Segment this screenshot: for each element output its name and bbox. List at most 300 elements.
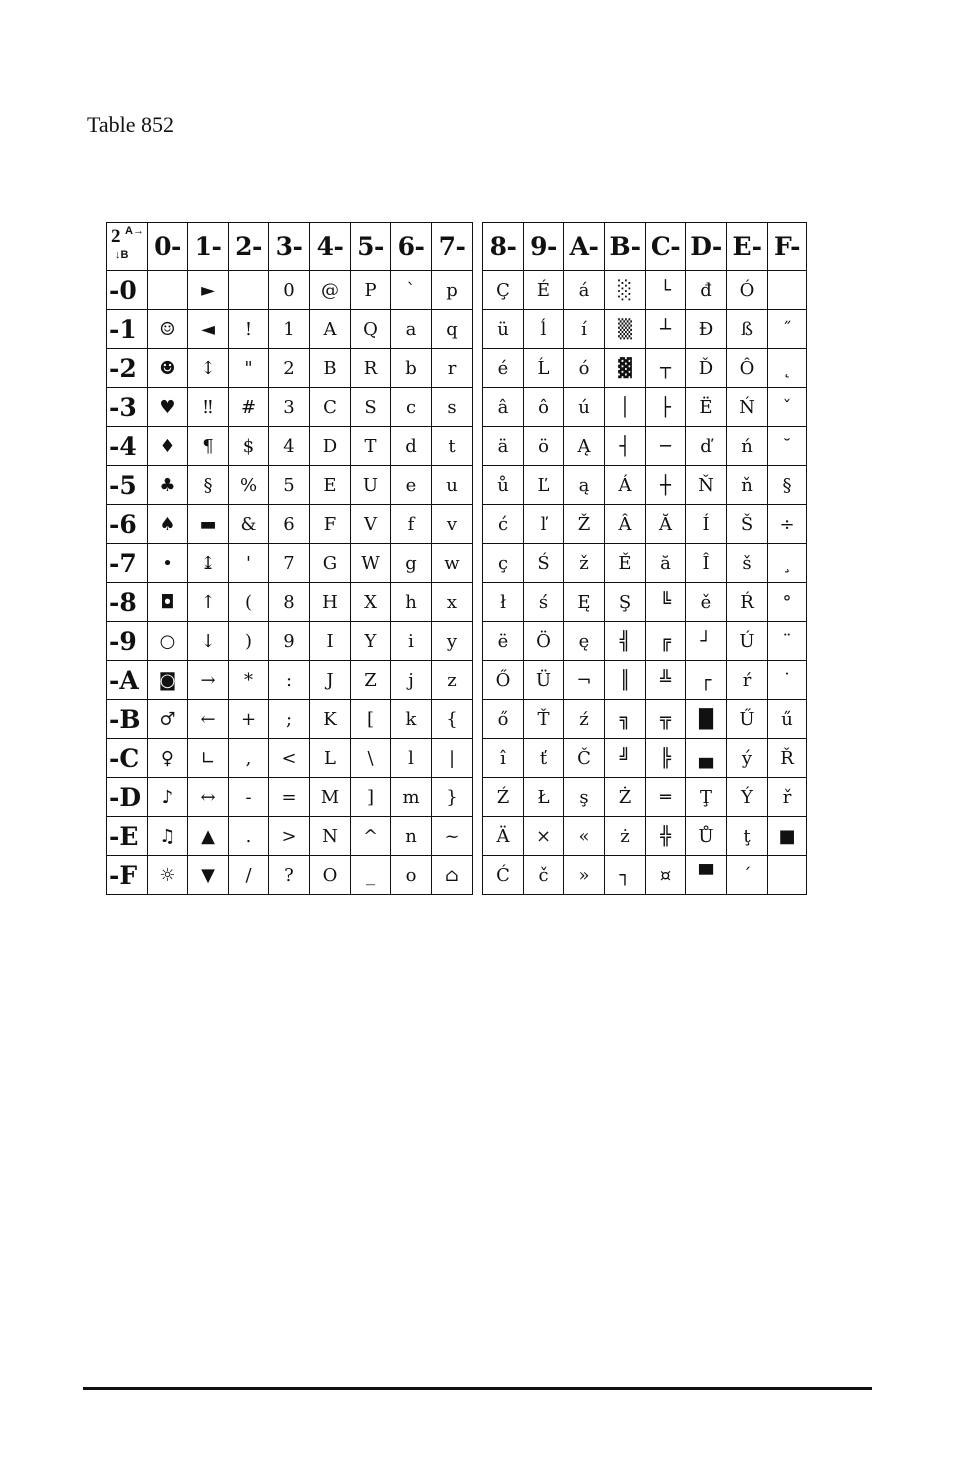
character-cell: Ő [483,661,524,700]
character-cell: Ě [605,544,646,583]
character-cell: 7 [269,544,310,583]
character-cell: ♫ [148,817,188,856]
row-header: -E [107,817,148,856]
character-cell: ▓ [605,349,646,388]
character-cell: S [351,388,391,427]
character-cell: ╬ [646,817,686,856]
character-cell: n [391,817,432,856]
character-cell: o [391,856,432,895]
character-cell: ↑ [188,583,229,622]
column-header: 7- [432,223,473,271]
character-cell: ] [351,778,391,817]
character-cell: Ť [524,700,564,739]
character-cell: ; [269,700,310,739]
character-cell: ÷ [768,505,807,544]
character-cell: ▲ [188,817,229,856]
character-cell: ↨ [188,544,229,583]
character-cell: Š [727,505,768,544]
character-cell: ś [524,583,564,622]
character-cell: M [310,778,351,817]
character-cell: ‼ [188,388,229,427]
character-cell: ♀ [148,739,188,778]
column-gap [473,310,483,349]
character-cell: Ă [646,505,686,544]
column-gap [473,856,483,895]
character-cell: ˝ [768,310,807,349]
column-header: 3- [269,223,310,271]
character-cell: ? [269,856,310,895]
column-gap [473,778,483,817]
character-cell: 1 [269,310,310,349]
row-header: -5 [107,466,148,505]
character-cell: ◙ [148,661,188,700]
character-cell: 5 [269,466,310,505]
character-cell: a [391,310,432,349]
character-cell: ú [564,388,605,427]
character-cell: ä [483,427,524,466]
character-cell: Q [351,310,391,349]
column-header: A- [564,223,605,271]
character-cell: t [432,427,473,466]
character-cell: ↕ [188,349,229,388]
character-cell: K [310,700,351,739]
character-cell: G [310,544,351,583]
table-row [107,661,807,700]
character-cell: Đ [686,310,727,349]
character-cell: 2 [269,349,310,388]
character-cell: § [768,466,807,505]
character-cell: ď [686,427,727,466]
column-gap [473,466,483,505]
character-cell: ☺ [148,310,188,349]
character-cell: 6 [269,505,310,544]
character-cell: ´ [727,856,768,895]
character-cell: ─ [646,427,686,466]
character-cell: └ [646,271,686,310]
character-cell: ╦ [646,700,686,739]
table-row [107,505,807,544]
character-cell: ě [686,583,727,622]
character-cell [229,271,269,310]
table-row [107,310,807,349]
character-cell: / [229,856,269,895]
character-cell: ☼ [148,856,188,895]
row-header: -9 [107,622,148,661]
character-cell: É [524,271,564,310]
character-cell: Ô [727,349,768,388]
character-cell: J [310,661,351,700]
character-table [106,222,807,895]
character-cell: ' [229,544,269,583]
character-cell: Â [605,505,646,544]
character-cell: Ń [727,388,768,427]
character-cell: = [269,778,310,817]
table-row [107,622,807,661]
character-cell: ┬ [646,349,686,388]
character-cell: ť [524,739,564,778]
character-cell: Ţ [686,778,727,817]
character-cell: f [391,505,432,544]
corner-cell [107,223,148,271]
character-cell: ┤ [605,427,646,466]
character-cell: ∟ [188,739,229,778]
character-cell: . [229,817,269,856]
column-gap [473,427,483,466]
character-cell: R [351,349,391,388]
character-cell [768,271,807,310]
column-gap [473,544,483,583]
page-title: Table 852 [87,112,175,137]
character-cell: + [229,700,269,739]
character-cell: ◄ [188,310,229,349]
character-cell: Ź [483,778,524,817]
character-cell: ü [483,310,524,349]
character-cell: v [432,505,473,544]
character-cell: ž [564,544,605,583]
character-cell: → [188,661,229,700]
character-cell: â [483,388,524,427]
character-cell: ß [727,310,768,349]
column-header: 4- [310,223,351,271]
character-cell: ← [188,700,229,739]
character-cell: ♂ [148,700,188,739]
corner-number: 2 [111,226,121,247]
character-cell: d [391,427,432,466]
character-cell: q [432,310,473,349]
character-cell: 8 [269,583,310,622]
character-cell: • [148,544,188,583]
character-cell: N [310,817,351,856]
column-header: 5- [351,223,391,271]
character-cell: Ú [727,622,768,661]
character-cell: Ű [727,700,768,739]
column-gap [473,223,483,271]
column-gap [473,583,483,622]
column-header: C- [646,223,686,271]
character-cell: ┌ [686,661,727,700]
character-cell: b [391,349,432,388]
character-cell: k [391,700,432,739]
character-cell: ▒ [605,310,646,349]
character-cell: ň [727,466,768,505]
column-gap [473,661,483,700]
character-cell: e [391,466,432,505]
character-cell: ║ [605,661,646,700]
character-cell: I [310,622,351,661]
character-cell: x [432,583,473,622]
character-cell: Ä [483,817,524,856]
character-cell: s [432,388,473,427]
character-cell: ¤ [646,856,686,895]
character-cell: ô [524,388,564,427]
column-header: 6- [391,223,432,271]
character-cell: P [351,271,391,310]
character-cell: ░ [605,271,646,310]
character-cell: ć [483,505,524,544]
character-cell: ♣ [148,466,188,505]
character-cell: Ż [605,778,646,817]
character-cell: g [391,544,432,583]
character-cell: ŕ [727,661,768,700]
character-cell: U [351,466,391,505]
table-row [107,427,807,466]
table-row [107,817,807,856]
column-gap [473,349,483,388]
character-cell: ż [605,817,646,856]
character-cell: ═ [646,778,686,817]
character-cell: h [391,583,432,622]
row-header: -D [107,778,148,817]
character-cell: 9 [269,622,310,661]
character-cell: ˙ [768,661,807,700]
character-cell: | [432,739,473,778]
character-cell: ˘ [768,427,807,466]
row-header: -8 [107,583,148,622]
character-cell: § [188,466,229,505]
character-cell: y [432,622,473,661]
column-gap [473,622,483,661]
character-cell: F [310,505,351,544]
character-cell: m [391,778,432,817]
row-header: -0 [107,271,148,310]
table-row [107,856,807,895]
character-cell: O [310,856,351,895]
character-cell: î [483,739,524,778]
character-cell: [ [351,700,391,739]
table-row [107,466,807,505]
column-header: 8- [483,223,524,271]
column-header: F- [768,223,807,271]
character-cell: c [391,388,432,427]
character-cell [768,856,807,895]
character-cell: ~ [432,817,473,856]
character-cell: Ľ [524,466,564,505]
character-cell: $ [229,427,269,466]
character-cell: ů [483,466,524,505]
character-cell: C [310,388,351,427]
character-cell: Ç [483,271,524,310]
character-cell: 4 [269,427,310,466]
table-row [107,583,807,622]
column-header: 9- [524,223,564,271]
row-header: -2 [107,349,148,388]
character-cell: ↓ [188,622,229,661]
row-header: -C [107,739,148,778]
character-cell: ♦ [148,427,188,466]
character-cell: E [310,466,351,505]
character-cell: ┴ [646,310,686,349]
character-cell: u [432,466,473,505]
character-cell: ) [229,622,269,661]
character-cell: ┐ [605,856,646,895]
character-cell: ő [483,700,524,739]
character-cell: _ [351,856,391,895]
character-cell: ý [727,739,768,778]
character-cell: │ [605,388,646,427]
row-header: -7 [107,544,148,583]
character-cell: ├ [646,388,686,427]
column-header: 2- [229,223,269,271]
character-cell: Č [564,739,605,778]
column-header: E- [727,223,768,271]
character-cell: ◘ [148,583,188,622]
character-cell: █ [686,700,727,739]
character-cell: ˇ [768,388,807,427]
character-cell: ˛ [768,349,807,388]
character-cell: ■ [768,817,807,856]
character-cell: Ł [524,778,564,817]
character-cell: ╚ [646,583,686,622]
character-cell: Ą [564,427,605,466]
character-cell: Ş [605,583,646,622]
character-cell [148,271,188,310]
character-cell: ▄ [686,739,727,778]
character-cell: ♠ [148,505,188,544]
character-cell: D [310,427,351,466]
table-row [107,349,807,388]
character-cell: č [524,856,564,895]
table-row [107,544,807,583]
character-cell: ç [483,544,524,583]
character-cell: ź [564,700,605,739]
bottom-rule [83,1387,872,1390]
character-cell: ♪ [148,778,188,817]
character-cell: z [432,661,473,700]
character-cell: í [564,310,605,349]
row-header: -6 [107,505,148,544]
character-cell: - [229,778,269,817]
character-cell: Ý [727,778,768,817]
character-cell: á [564,271,605,310]
character-cell: Ň [686,466,727,505]
character-cell: Ů [686,817,727,856]
column-header: 0- [148,223,188,271]
character-cell: } [432,778,473,817]
character-cell: š [727,544,768,583]
table-row [107,700,807,739]
character-cell: " [229,349,269,388]
column-gap [473,700,483,739]
character-cell: Î [686,544,727,583]
character-cell: ă [646,544,686,583]
character-cell: » [564,856,605,895]
character-cell: × [524,817,564,856]
character-cell: « [564,817,605,856]
column-gap [473,739,483,778]
character-cell: ¶ [188,427,229,466]
character-cell: % [229,466,269,505]
character-cell: ĺ [524,310,564,349]
character-cell: ę [564,622,605,661]
corner-b-label: ↓B [115,249,129,261]
character-cell: ` [391,271,432,310]
character-cell: ľ [524,505,564,544]
row-header: -4 [107,427,148,466]
character-cell: Y [351,622,391,661]
character-cell: T [351,427,391,466]
row-header: -A [107,661,148,700]
character-cell: W [351,544,391,583]
character-cell: i [391,622,432,661]
table-row [107,271,807,310]
character-cell: Ŕ [727,583,768,622]
character-cell: ( [229,583,269,622]
character-cell: L [310,739,351,778]
character-cell: 0 [269,271,310,310]
character-cell: V [351,505,391,544]
character-cell: ☻ [148,349,188,388]
character-cell: \ [351,739,391,778]
character-cell: ╠ [646,739,686,778]
character-cell: H [310,583,351,622]
character-cell: ¸ [768,544,807,583]
row-header: -1 [107,310,148,349]
character-cell: Ž [564,505,605,544]
character-cell: ┘ [686,622,727,661]
column-gap [473,505,483,544]
table-row [107,388,807,427]
table-row [107,778,807,817]
character-cell: ♥ [148,388,188,427]
character-cell: * [229,661,269,700]
row-header: -F [107,856,148,895]
character-cell: ¨ [768,622,807,661]
character-cell: ○ [148,622,188,661]
character-cell: ^ [351,817,391,856]
character-cell: @ [310,271,351,310]
character-cell: Ć [483,856,524,895]
column-header: B- [605,223,646,271]
character-cell: ┼ [646,466,686,505]
table-row [107,739,807,778]
character-cell: & [229,505,269,544]
character-cell: j [391,661,432,700]
character-cell: ł [483,583,524,622]
character-cell: é [483,349,524,388]
character-cell: Í [686,505,727,544]
character-cell: ¬ [564,661,605,700]
character-cell: Á [605,466,646,505]
character-cell: ▼ [188,856,229,895]
character-cell: ö [524,427,564,466]
row-header: -B [107,700,148,739]
corner-a-label: A→ [125,225,144,237]
column-gap [473,817,483,856]
character-cell: Ö [524,622,564,661]
character-cell: Ę [564,583,605,622]
character-cell: Ď [686,349,727,388]
column-header: 1- [188,223,229,271]
row-header: -3 [107,388,148,427]
character-cell: : [269,661,310,700]
column-header-row [107,223,807,271]
character-cell: Z [351,661,391,700]
character-cell: > [269,817,310,856]
character-cell: # [229,388,269,427]
column-gap [473,388,483,427]
character-cell: < [269,739,310,778]
character-cell: r [432,349,473,388]
character-cell: 3 [269,388,310,427]
character-cell: ▬ [188,505,229,544]
character-cell: p [432,271,473,310]
character-cell: X [351,583,391,622]
character-cell: ╩ [646,661,686,700]
character-cell: ► [188,271,229,310]
character-cell: w [432,544,473,583]
character-cell: ╝ [605,739,646,778]
character-cell: Ś [524,544,564,583]
